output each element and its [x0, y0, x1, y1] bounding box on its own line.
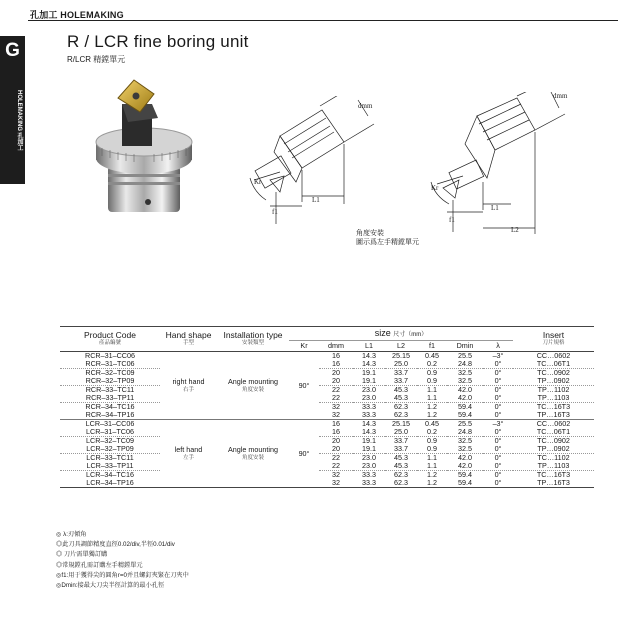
cell-l2: 62.3 [394, 402, 408, 411]
cell-f1: 1.2 [427, 470, 437, 479]
cell-l1: 23.0 [362, 393, 376, 402]
cell-f1: 1.1 [427, 385, 437, 394]
cell-l1: 23.0 [362, 461, 376, 470]
cell-lambda: 0° [494, 359, 502, 368]
label-f1-2: f1 [449, 216, 455, 224]
cell-f1: 1.2 [427, 478, 437, 487]
cell-l2: 25.0 [394, 359, 408, 368]
cell-l1: 23.0 [362, 385, 376, 394]
cell-product-code: LCR–31–TC06 [86, 427, 134, 436]
cell-dmin: 24.8 [458, 427, 472, 436]
label-kr-2: Kr [431, 184, 439, 192]
cell-l1: 33.3 [362, 470, 376, 479]
cell-insert: TC…0902 [537, 436, 570, 445]
cell-product-code: LCR–31–CC06 [85, 419, 135, 428]
drawing-caption [356, 229, 419, 247]
cell-l2: 25.0 [394, 427, 408, 436]
th-product-code-en: Product Code [84, 330, 136, 340]
cell-l1: 14.3 [362, 351, 376, 360]
cell-l1: 14.3 [362, 359, 376, 368]
label-l2-2: L2 [511, 226, 519, 234]
cell-dmm: 16 [332, 419, 340, 428]
technical-drawing-left [425, 92, 575, 237]
section-header: 孔加工 HOLEMAKING [30, 10, 124, 20]
cell-insert: TP…1102 [537, 385, 570, 394]
th-installation-cn: 安裝類型 [241, 340, 264, 346]
cell-insert: CC…0602 [536, 351, 571, 360]
cell-lambda: 0° [494, 427, 502, 436]
th-hand-shape-en: Hand shape [165, 330, 212, 340]
cell-insert: CC…0602 [536, 419, 571, 428]
th-size-en: size [374, 327, 391, 338]
th-insert-cn: 刀片規格 [542, 340, 565, 346]
cell-l2: 45.3 [394, 393, 408, 402]
note-item: ◎ 刀片需單獨訂購 [56, 551, 108, 559]
cell-dmin: 32.5 [458, 436, 472, 445]
cell-l1: 19.1 [362, 368, 376, 377]
product-photo [88, 78, 198, 218]
cell-l2: 62.3 [394, 410, 408, 419]
cell-f1: 1.2 [427, 410, 437, 419]
th-kr: Kr [289, 341, 319, 352]
cell-lambda: 0° [494, 393, 502, 402]
cell-product-code: LCR–34–TC16 [86, 470, 134, 479]
cell-f1: 1.1 [427, 461, 437, 470]
cell-l1: 14.3 [362, 427, 376, 436]
cell-dmm: 16 [332, 427, 340, 436]
cell-l1: 23.0 [362, 453, 376, 462]
cell-l2: 45.3 [394, 461, 408, 470]
cell-dmm: 32 [332, 470, 340, 479]
cell-f1: 1.1 [427, 453, 437, 462]
side-tab-en: HOLEMAKING [16, 90, 22, 131]
cell-dmin: 59.4 [458, 470, 472, 479]
cell-dmin: 32.5 [458, 368, 472, 377]
cell-lambda: 0° [494, 402, 502, 411]
th-f1: f1 [417, 341, 447, 352]
cell-insert: TP…16T3 [537, 410, 570, 419]
installation-en: Angle mounting [228, 376, 278, 386]
table-row [60, 360, 594, 369]
th-lambda: λ [483, 341, 513, 352]
cell-dmin: 42.0 [458, 461, 472, 470]
th-hand-shape [160, 327, 217, 352]
th-installation-en: Installation type [223, 330, 283, 340]
cell-dmin: 25.5 [458, 419, 472, 428]
th-l2: L2 [385, 341, 417, 352]
cell-dmm: 20 [332, 444, 340, 453]
cell-product-code: LCR–33–TC11 [86, 453, 134, 462]
drawing-caption-1: 角度安裝 [356, 230, 384, 237]
cell-product-code: LCR–33–TP11 [86, 461, 134, 470]
cell-insert: TC…1102 [537, 453, 570, 462]
cell-f1: 0.9 [427, 368, 437, 377]
cell-lambda: 0° [494, 376, 502, 385]
cell-lambda: 0° [494, 461, 502, 470]
cell-dmm: 20 [332, 376, 340, 385]
cell-product-code: RCR–31–CC06 [85, 351, 135, 360]
table-row [60, 462, 594, 471]
label-dmm: dmm [358, 102, 373, 110]
cell-dmin: 59.4 [458, 402, 472, 411]
cell-product-code: RCR–34–TP16 [85, 410, 135, 419]
cell-product-code: LCR–32–TP09 [86, 444, 134, 453]
cell-insert: TC…06T1 [536, 427, 571, 436]
cell-product-code: RCR–34–TC16 [85, 402, 135, 411]
cell-dmm: 20 [332, 436, 340, 445]
cell-l1: 19.1 [362, 376, 376, 385]
cell-product-code: RCR–32–TC09 [85, 368, 135, 377]
label-f1: f1 [272, 208, 278, 216]
installation-cn: 角度安裝 [241, 386, 264, 393]
cell-l2: 33.7 [394, 444, 408, 453]
cell-lambda: 0° [494, 478, 502, 487]
cell-lambda: 0° [494, 368, 502, 377]
table-row [60, 437, 594, 446]
cell-lambda: –3° [492, 419, 504, 428]
side-tab-cn: 孔加工 [16, 132, 22, 151]
table-row [60, 352, 594, 361]
cell-insert: TP…0902 [537, 376, 570, 385]
cell-dmin: 42.0 [458, 393, 472, 402]
cell-dmm: 32 [332, 478, 340, 487]
cell-product-code: RCR–33–TC11 [85, 385, 135, 394]
table-row [60, 420, 594, 429]
page-subtitle: R/LCR 精鏜單元 [67, 55, 126, 64]
technical-drawing-right [240, 96, 390, 231]
cell-dmin: 32.5 [458, 376, 472, 385]
table-row [60, 428, 594, 437]
cell-dmm: 32 [332, 402, 340, 411]
cell-dmm: 16 [332, 351, 340, 360]
th-dmin: Dmin [447, 341, 483, 352]
table-row [60, 411, 594, 420]
cell-lambda: 0° [494, 436, 502, 445]
cell-l1: 33.3 [362, 478, 376, 487]
cell-lambda: 0° [494, 410, 502, 419]
label-l1-2: L1 [491, 204, 499, 212]
cell-l2: 33.7 [394, 436, 408, 445]
th-product-code-cn: 產品編號 [98, 340, 121, 346]
note-item: ◎ λ:刃傾角 [56, 531, 87, 538]
cell-dmin: 42.0 [458, 453, 472, 462]
cell-dmm: 22 [332, 393, 340, 402]
cell-insert: TC…16T3 [536, 402, 571, 411]
page-title: R / LCR fine boring unit [67, 32, 249, 51]
cell-l1: 19.1 [362, 436, 376, 445]
cell-dmm: 16 [332, 359, 340, 368]
note-item: ◎f1:用于獲得尖的圓角r=0并且螺釘夾緊在刀夾中 [56, 571, 189, 579]
cell-product-code: LCR–32–TC09 [86, 436, 134, 445]
cell-l1: 33.3 [362, 402, 376, 411]
cell-f1: 0.9 [427, 376, 437, 385]
cell-installation [217, 352, 289, 420]
cell-dmin: 24.8 [458, 359, 472, 368]
cell-l2: 33.7 [394, 368, 408, 377]
cell-insert: TP…1103 [537, 393, 570, 402]
cell-lambda: –3° [492, 351, 504, 360]
cell-dmm: 22 [332, 461, 340, 470]
table-row [60, 471, 594, 480]
cell-f1: 0.45 [425, 351, 439, 360]
side-tab-label [2, 90, 23, 151]
installation-en: Angle mounting [228, 444, 278, 454]
th-installation [217, 327, 289, 352]
table-row [60, 454, 594, 463]
th-dmm: dmm [319, 341, 353, 352]
cell-l1: 33.3 [362, 410, 376, 419]
table-row [60, 479, 594, 488]
label-dmm-2: dmm [553, 92, 568, 100]
cell-l2: 45.3 [394, 453, 408, 462]
cell-f1: 0.2 [427, 359, 437, 368]
table-row [60, 377, 594, 386]
th-size-cn: 尺寸（mm） [393, 331, 428, 338]
cell-l2: 33.7 [394, 376, 408, 385]
cell-lambda: 0° [494, 444, 502, 453]
cell-insert: TP…0902 [537, 444, 570, 453]
cell-lambda: 0° [494, 453, 502, 462]
cell-hand-shape [160, 352, 217, 420]
cell-l2: 62.3 [394, 470, 408, 479]
label-kr: Kr [254, 178, 262, 186]
cell-f1: 0.45 [425, 419, 439, 428]
cell-dmin: 59.4 [458, 478, 472, 487]
cell-f1: 0.9 [427, 444, 437, 453]
side-tab-letter: G [5, 40, 20, 61]
table-row [60, 445, 594, 454]
hand-shape-cn: 右手 [182, 386, 194, 393]
hand-shape-en: right hand [172, 376, 205, 386]
cell-l2: 25.15 [392, 419, 410, 428]
cell-insert: TC…06T1 [536, 359, 571, 368]
cell-kr: 90° [298, 380, 310, 390]
note-item: ◎此刀具調節精度直徑0.02/div,半徑0.01/div [56, 541, 175, 549]
cell-product-code: LCR–34–TP16 [86, 478, 134, 487]
table-row [60, 394, 594, 403]
cell-kr: 90° [298, 448, 310, 458]
drawing-caption-2: 圖示爲左手精鏜單元 [356, 239, 419, 246]
header-divider [28, 20, 618, 21]
cell-product-code: RCR–33–TP11 [85, 393, 135, 402]
cell-product-code: RCR–32–TP09 [85, 376, 135, 385]
hand-shape-cn: 左手 [182, 454, 194, 461]
cell-product-code: RCR–31–TC06 [85, 359, 135, 368]
cell-dmin: 59.4 [458, 410, 472, 419]
spec-table [60, 326, 594, 488]
note-item: ◎Dmin:接最大刀尖半徑計算的最小孔徑 [56, 582, 165, 590]
cell-insert: TP…1103 [537, 461, 570, 470]
cell-f1: 1.1 [427, 393, 437, 402]
cell-installation [217, 420, 289, 488]
cell-insert: TC…0902 [537, 368, 570, 377]
cell-dmm: 22 [332, 385, 340, 394]
cell-f1: 0.9 [427, 436, 437, 445]
cell-l2: 62.3 [394, 478, 408, 487]
cell-l1: 19.1 [362, 444, 376, 453]
cell-l2: 25.15 [392, 351, 410, 360]
th-insert-en: Insert [542, 330, 565, 340]
cell-f1: 1.2 [427, 402, 437, 411]
notes [56, 530, 189, 591]
th-product-code [60, 327, 160, 352]
table-row [60, 403, 594, 412]
cell-dmin: 25.5 [458, 351, 472, 360]
cell-lambda: 0° [494, 385, 502, 394]
cell-l2: 45.3 [394, 385, 408, 394]
th-l1: L1 [353, 341, 385, 352]
cell-dmin: 32.5 [458, 444, 472, 453]
cell-dmin: 42.0 [458, 385, 472, 394]
installation-cn: 角度安裝 [241, 454, 264, 461]
cell-insert: TP…16T3 [537, 478, 570, 487]
cell-dmm: 20 [332, 368, 340, 377]
hand-shape-en: left hand [174, 444, 203, 454]
note-item: ◎常規鏜孔需訂購左手精鏜單元 [56, 561, 143, 569]
cell-dmm: 22 [332, 453, 340, 462]
table-row [60, 386, 594, 395]
cell-f1: 0.2 [427, 427, 437, 436]
label-l1: L1 [312, 196, 320, 204]
th-size [289, 327, 513, 341]
th-hand-shape-cn: 手型 [182, 340, 194, 346]
cell-hand-shape [160, 420, 217, 488]
cell-dmm: 32 [332, 410, 340, 419]
cell-insert: TC…16T3 [536, 470, 571, 479]
cell-l1: 14.3 [362, 419, 376, 428]
th-insert [513, 327, 594, 352]
cell-lambda: 0° [494, 470, 502, 479]
table-row [60, 369, 594, 378]
